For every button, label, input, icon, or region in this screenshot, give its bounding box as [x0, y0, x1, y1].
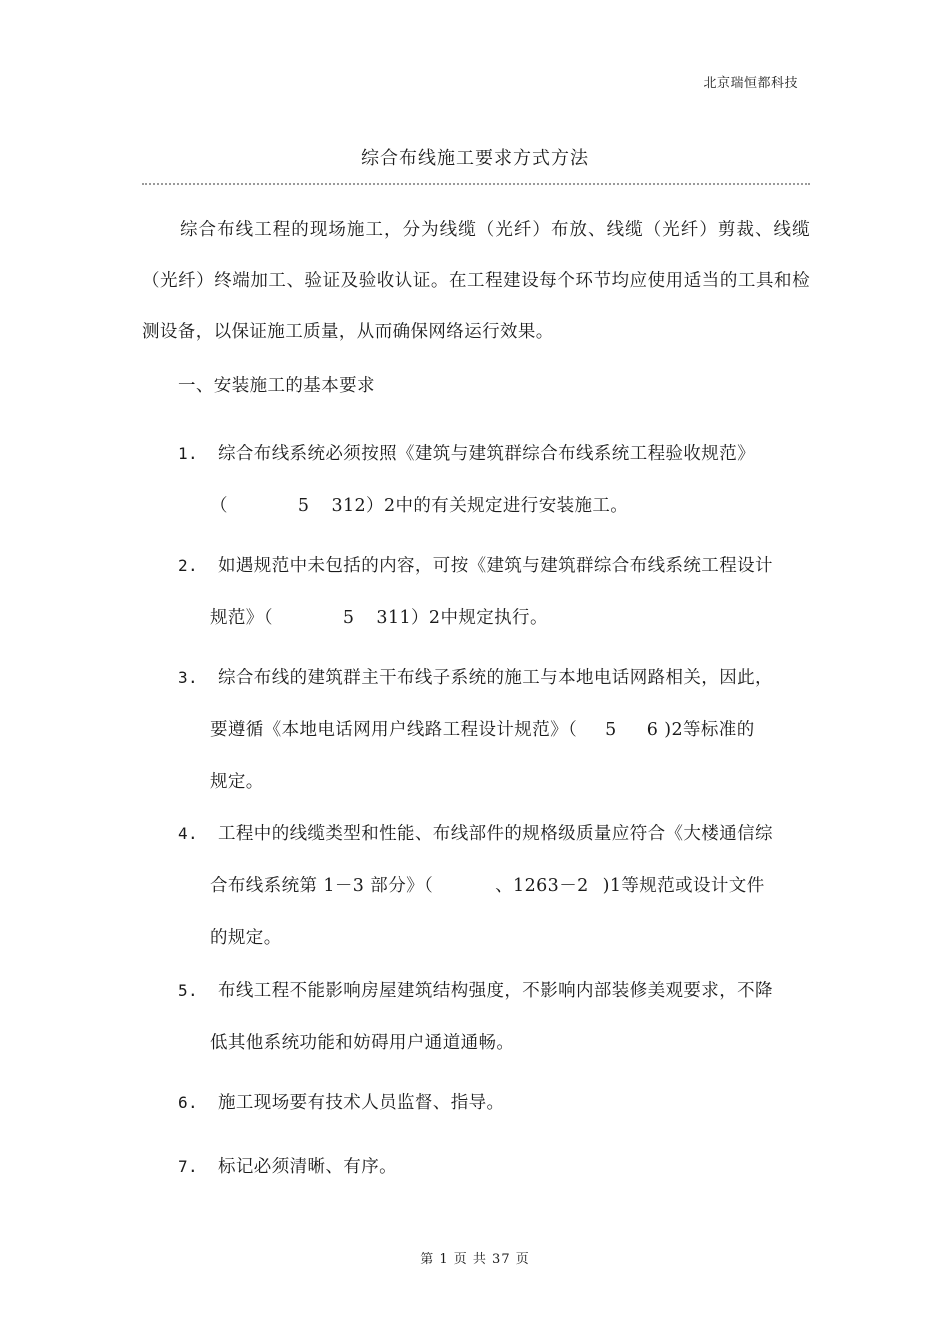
list-item-number: 5.	[178, 981, 199, 1000]
list-item-number: 3.	[178, 668, 199, 687]
title-divider	[142, 183, 810, 185]
list-item-number: 2.	[178, 556, 199, 575]
header-company-name: 北京瑞恒都科技	[703, 76, 798, 91]
section-heading: 一、安装施工的基本要求	[178, 376, 375, 396]
list-item-text: 工程中的线缆类型和性能、布线部件的规格级质量应符合《大楼通信综 合布线系统第 1－3 部分》（ 、1263－2 )1等规范或设计文件 的规定。	[210, 824, 773, 948]
list-item-number: 7.	[178, 1157, 199, 1176]
list-item-text: 布线工程不能影响房屋建筑结构强度，不影响内部装修美观要求，不降 低其他系统功能和妨碍用户通道通畅。	[210, 981, 773, 1053]
list-item-text: 综合布线的建筑群主干布线子系统的施工与本地电话网路相关，因此， 要遵循《本地电话网用户线路工程设计规范》（ 5 6 )2等标准的 规定。	[210, 668, 773, 792]
list-item-number: 1.	[178, 444, 199, 463]
page-footer: 第 1 页 共 37 页	[420, 1252, 530, 1267]
list-item-number: 4.	[178, 824, 199, 843]
list-item-number: 6.	[178, 1093, 199, 1112]
list-item-text: 如遇规范中未包括的内容，可按《建筑与建筑群综合布线系统工程设计 规范》（ 5 311）2中规定执行。	[210, 556, 773, 628]
intro-paragraph: 综合布线工程的现场施工，分为线缆（光纤）布放、线缆（光纤）剪裁、线缆（光纤）终端加工、验证及验收认证。在工程建设每个环节均应使用适当的工具和检测设备，以保证施工质量，从而确保网络运行效果。	[142, 220, 810, 342]
list-item-text: 标记必须清晰、有序。	[218, 1157, 397, 1177]
list-item-text: 施工现场要有技术人员监督、指导。	[218, 1093, 505, 1113]
document-title: 综合布线施工要求方式方法	[361, 148, 589, 169]
list-item-text: 综合布线系统必须按照《建筑与建筑群综合布线系统工程验收规范》 （ 5 312）2中的有关规定进行安装施工。	[210, 444, 755, 516]
